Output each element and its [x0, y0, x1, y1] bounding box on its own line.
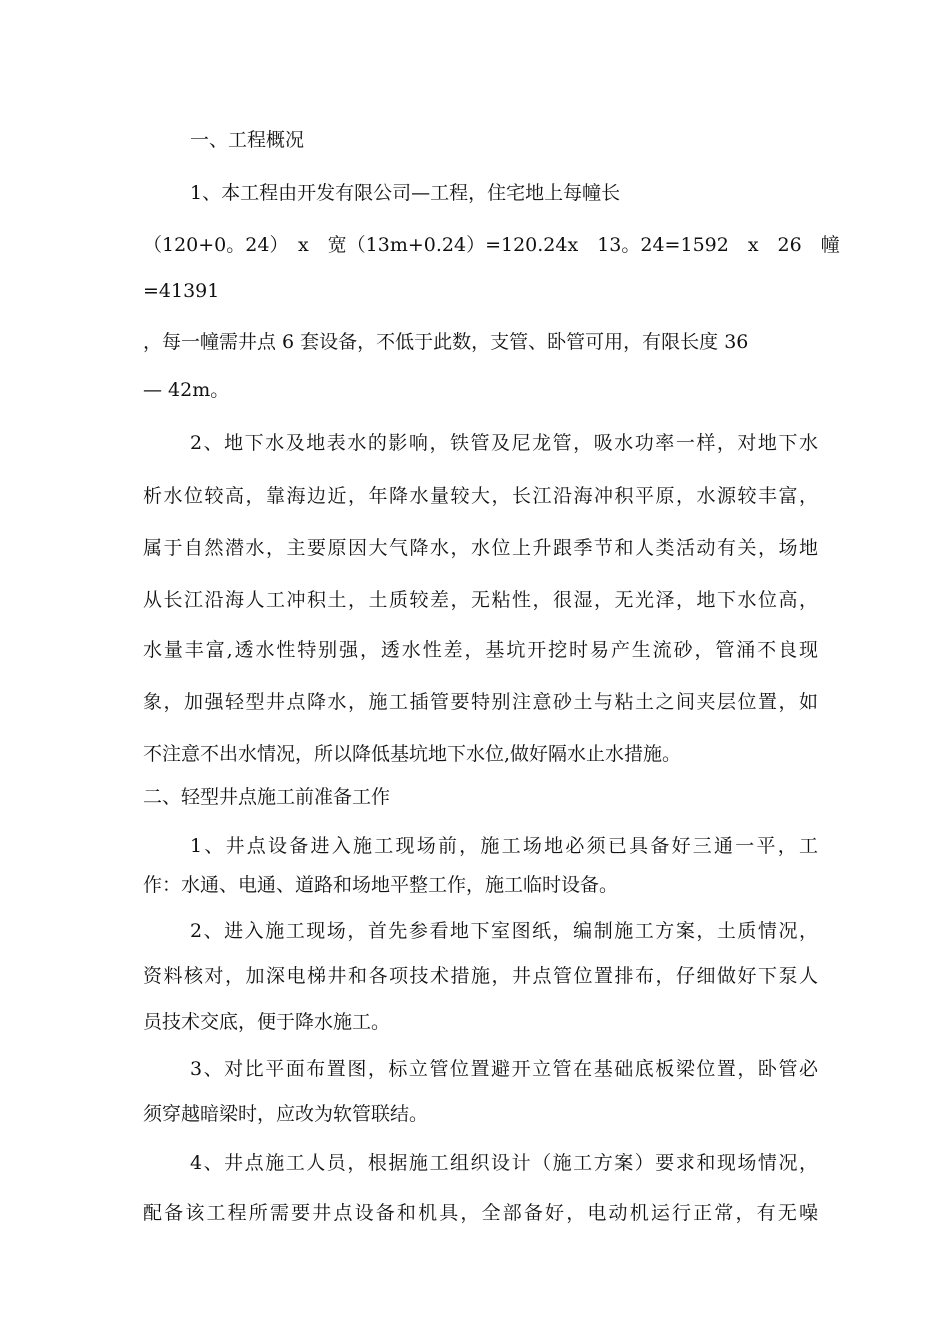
paragraph-line: 4、井点施工人员，根据施工组织设计（施工方案）要求和现场情况，	[190, 1152, 818, 1174]
paragraph-line: 员技术交底，便于降水施工。	[143, 1011, 391, 1033]
paragraph-line: 1、井点设备进入施工现场前，施工场地必须已具备好三通一平，工	[190, 835, 818, 857]
paragraph-line: ，每一幢需井点 6 套设备，不低于此数，支管、卧管可用，有限长度 36	[143, 331, 749, 353]
paragraph-line: 从长江沿海人工冲积土，土质较差，无粘性，很湿，无光泽，地下水位高，	[143, 589, 818, 611]
paragraph-line: 水量丰富,透水性特别强，透水性差，基坑开挖时易产生流砂，管涌不良现	[143, 639, 818, 661]
paragraph-line: 须穿越暗梁时，应改为软管联结。	[143, 1103, 429, 1125]
paragraph-line: （120+0。24） x 宽（13m+0.24）=120.24x 13。24=1592 x 26 幢	[143, 234, 840, 256]
section-heading-preparation: 二、轻型井点施工前准备工作	[143, 786, 391, 808]
paragraph-line: 1、本工程由开发有限公司—工程，住宅地上每幢长	[190, 182, 621, 204]
paragraph-line: 作：水通、电通、道路和场地平整工作，施工临时设备。	[143, 874, 619, 896]
paragraph-line: — 42m。	[143, 379, 230, 401]
paragraph-line: 析水位较高，靠海边近，年降水量较大，长江沿海冲积平原，水源较丰富，	[143, 485, 818, 507]
paragraph-line: 配备该工程所需要井点设备和机具，全部备好，电动机运行正常，有无噪	[143, 1202, 818, 1224]
section-heading-overview: 一、工程概况	[190, 129, 305, 151]
paragraph-line: 不注意不出水情况，所以降低基坑地下水位,做好隔水止水措施。	[143, 743, 682, 765]
paragraph-line: 象，加强轻型井点降水，施工插管要特别注意砂土与粘土之间夹层位置，如	[143, 691, 818, 713]
paragraph-line: 资料核对，加深电梯井和各项技术措施，井点管位置排布，仔细做好下泵人	[143, 965, 818, 987]
paragraph-line: 2、进入施工现场，首先参看地下室图纸，编制施工方案，土质情况，	[190, 920, 818, 942]
paragraph-line: =41391	[143, 280, 220, 302]
paragraph-line: 2、地下水及地表水的影响，铁管及尼龙管，吸水功率一样，对地下水	[190, 432, 818, 454]
paragraph-line: 3、对比平面布置图，标立管位置避开立管在基础底板梁位置，卧管必	[190, 1058, 818, 1080]
paragraph-line: 属于自然潜水，主要原因大气降水，水位上升跟季节和人类活动有关，场地	[143, 537, 818, 559]
